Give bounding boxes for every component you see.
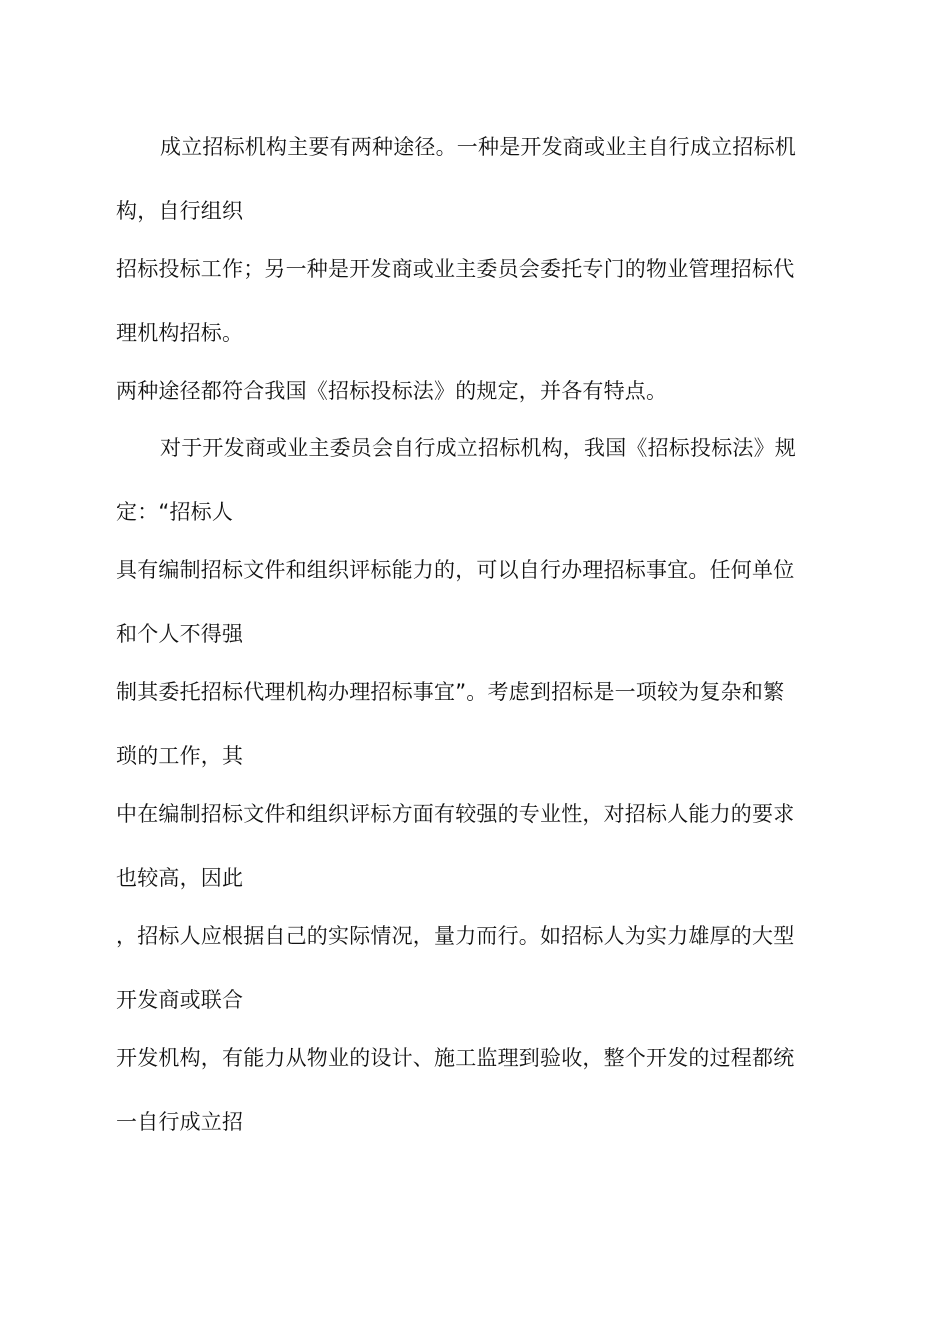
text-line-15: 开发商或联合 <box>116 988 244 1012</box>
text-line-12: 中在编制招标文件和组织评标方面有较强的专业性，对招标人能力的要求 <box>116 802 795 826</box>
text-line-16: 开发机构，有能力从物业的设计、施工监理到验收，整个开发的过程都统 <box>116 1046 795 1070</box>
text-line-11: 琐的工作，其 <box>116 744 244 768</box>
text-line-10: 制其委托招标代理机构办理招标事宜”。考虑到招标是一项较为复杂和繁 <box>116 680 785 704</box>
text-line-14: ，招标人应根据自己的实际情况，量力而行。如招标人为实力雄厚的大型 <box>116 924 795 948</box>
text-line-8: 具有编制招标文件和组织评标能力的，可以自行办理招标事宜。任何单位 <box>116 558 795 582</box>
text-line-2: 构，自行组织 <box>116 199 244 223</box>
text-line-17: 一自行成立招 <box>116 1110 244 1134</box>
text-line-5: 两种途径都符合我国《招标投标法》的规定，并各有特点。 <box>116 379 668 403</box>
text-line-1: 成立招标机构主要有两种途径。一种是开发商或业主自行成立招标机 <box>160 135 796 159</box>
text-line-4: 理机构招标。 <box>116 321 244 345</box>
text-line-9: 和个人不得强 <box>116 622 244 646</box>
text-line-13: 也较高，因此 <box>116 866 244 890</box>
text-line-6: 对于开发商或业主委员会自行成立招标机构，我国《招标投标法》规 <box>160 436 796 460</box>
text-line-3: 招标投标工作；另一种是开发商或业主委员会委托专门的物业管理招标代 <box>116 257 795 281</box>
text-line-7: 定：“招标人 <box>116 500 234 524</box>
